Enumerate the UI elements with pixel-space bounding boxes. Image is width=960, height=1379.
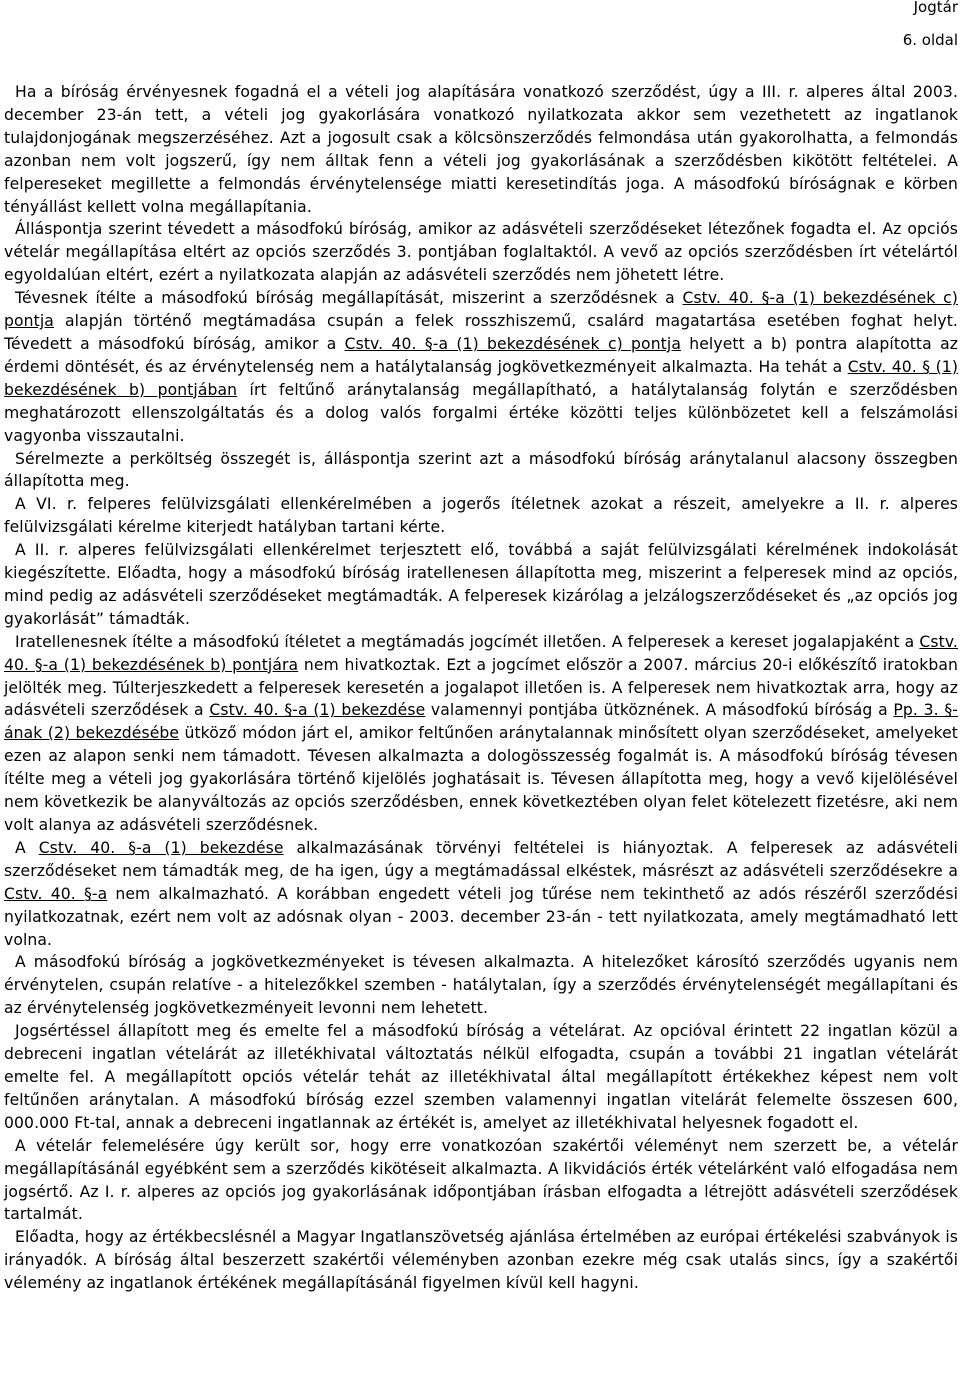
document-title: Jogtár <box>913 0 958 16</box>
paragraph-text: A vételár felemelésére úgy került sor, hogy erre vonatkozóan szakértői véleményt nem szerzett be, a vételár megállapításánál egyébként sem a szerződés kikötéseit alkalmazta. A likvidációs érték vételárként való elfogadása nem jogsértő. Az I. r. alperes az opciós jog gyakorlásának időpontjában írásban elfogadta a létrejött adásvételi szerződések tartalmát. <box>4 1136 958 1224</box>
paragraph <box>4 837 958 952</box>
paragraph-text: A VI. r. felperes felülvizsgálati ellenkérelmében a jogerős ítéletnek azokat a részeit, amelyekre a II. r. alperes felülvizsgálati kérelme kiterjedt hatályban tartani kérte. <box>4 495 958 537</box>
paragraph <box>4 1226 958 1295</box>
paragraph-text: nem alkalmazható. A korábban engedett vételi jog tűrése nem tekinthető az adós részéről szerződési nyilatkozatnak, ezért nem volt az adósnak olyan - 2003. december 23-án - tett nyilatkozata, amely megtámadható lett volna. <box>4 884 959 949</box>
law-reference-link[interactable]: Pp. 3. §-ának (2) bekezdésébe <box>4 701 958 743</box>
paragraph <box>4 81 958 218</box>
law-reference-link[interactable]: Cstv. 40. §-a (1) bekezdésének b) pontjára <box>4 632 958 674</box>
paragraph-text: A másodfokú bíróság a jogkövetkezményeket is tévesen alkalmazta. A hitelezőket károsító szerződés ugyanis nem érvénytelen, csupán relatíve - a hitelezőkkel szemben - hatálytalan, így a szerződés érvénytelenségét megállapítani és az érvénytelenség jogkövetkezményeit levonni nem lehetett. <box>4 953 958 1018</box>
law-reference-link[interactable]: Cstv. 40. §-a (1) bekezdésének c) pontja <box>344 334 681 353</box>
paragraph-text: Előadta, hogy az értékbecslésnél a Magyar Ingatlanszövetség ajánlása értelmében az európai értékelési szabványok is irányadók. A bíróság által beszerzett szakértői véleményben azonban ezekre még csak utalás sincs, így a szakértői vélemény az ingatlanok értékének megállapításánál figyelmen kívül kell hagyni. <box>4 1228 958 1293</box>
paragraph-text: Tévesnek ítélte a másodfokú bíróság megállapítását, miszerint a szerződésnek a <box>15 289 683 308</box>
paragraph <box>4 1135 958 1227</box>
law-reference-link[interactable]: Cstv. 40. §-a (1) bekezdése <box>38 838 284 857</box>
paragraph-text: Ha a bíróság érvényesnek fogadná el a vételi jog alapítására vonatkozó szerződést, úgy a III. r. alperes által 2003. december 23-án tett, a vételi jog gyakorlására vonatkozó nyilatkozata akkor sem vezethetett az ingatlanok tulajdonjogának megszerzéséhez. Azt a jogosult csak a kölcsönszerződés felmondása után gyakorolhatta, a felmondás azonban nem volt jogszerű, így nem álltak fenn a vételi jog gyakorlásának a szerződésben kikötött feltételei. A felpereseket megillette a felmondás érvénytelensége miatti keresetindítás joga. A másodfokú bíróságnak e körben tényállást kellett volna megállapítania. <box>4 83 958 216</box>
paragraph <box>4 448 958 494</box>
paragraph-text: A <box>15 838 39 857</box>
paragraph-text: írt feltűnő aránytalanság megállapítható, a hatálytalanság folytán e szerződésben meghatározott ellenszolgáltatás és a dolog valós forgalmi értéke közötti teljes különbözetet kell a felszámolási vagyonba visszautalni. <box>4 380 958 445</box>
paragraph <box>4 631 958 837</box>
paragraph <box>4 218 958 287</box>
paragraph-text: alapján történő megtámadása csupán a felek rosszhiszemű, csalárd magatartása esetében foghat helyt. Tévedett a másodfokú bíróság, amikor a <box>4 312 958 353</box>
paragraph <box>4 951 958 1020</box>
paragraph-text: Sérelmezte a perköltség összegét is, álláspontja szerint azt a másodfokú bíróság aránytalanul alacsony összegben állapította meg. <box>4 449 958 491</box>
paragraph <box>4 539 958 631</box>
paragraph <box>4 287 958 447</box>
law-reference-link[interactable]: Cstv. 40. § (1) bekezdésének b) pontjában <box>4 357 959 399</box>
paragraph-text: Jogsértéssel állapított meg és emelte fel a másodfokú bíróság a vételárat. Az opcióval érintett 22 ingatlan közül a debreceni ingatlan vételárát az illetékhivatal változtatás nélkül elfogadta, csupán a további 21 ingatlan vételárát emelte fel. A megállapított opciós vételár tehát az illetékhivatal által megállapított értékekhez képest nem volt feltűnően aránytalan. A másodfokú bíróság ezzel szemben valamennyi ingatlan vitelárát felemelte összesen 600, 000.000 Ft-tal, annak a debreceni ingatlannak az értékét is, amelyet az illetékhivatal helyesnek fogadott el. <box>4 1022 958 1132</box>
page-header <box>903 0 958 51</box>
law-reference-link[interactable]: Cstv. 40. §-a (1) bekezdésének c) pontja <box>4 289 958 331</box>
paragraph-text: alkalmazásának törvényi feltételei is hiányoztak. A felperesek az adásvételi szerződéseket nem támadták meg, de ha igen, úgy a megtámadással elkéstek, másrészt az adásvételi szerződésekre a <box>4 838 958 880</box>
paragraph-text: Álláspontja szerint tévedett a másodfokú bíróság, amikor az adásvételi szerződéseket létezőnek fogadta el. Az opciós vételár megállapítása eltért az opciós szerződés 3. pontjában foglaltaktól. A vevő az opciós szerződésben írt vételártól egyoldalúan eltért, ezért a nyilatkozata alapján az adásvételi szerződés nem jöhetett létre. <box>4 220 958 285</box>
page-number: 6. oldal <box>902 31 958 49</box>
law-reference-link[interactable]: Cstv. 40. §-a <box>4 884 108 903</box>
document-body <box>4 81 958 1295</box>
paragraph <box>4 1020 958 1135</box>
paragraph-text: A II. r. alperes felülvizsgálati ellenkérelmet terjesztett elő, továbbá a saját felülvizsgálati kérelmének indokolását kiegészítette. Előadta, hogy a másodfokú bíróság iratellenesen állapította meg, miszerint a felperesek mind az opciós, mind pedig az adásvételi szerződéseket megtámadták. A felperesek kizárólag a jelzálogszerződéseket és „az opciós jog gyakorlását” támadták. <box>4 541 958 628</box>
law-reference-link[interactable]: Cstv. 40. §-a (1) bekezdése <box>209 701 426 720</box>
paragraph-text: ütköző módon járt el, amikor feltűnően aránytalannak minősített olyan szerződéseket, amelyeket ezen az alapon senki nem támadott. Tévesen alkalmazta a dologösszesség fogalmát is. A másodfokú bíróság tévesen ítélte meg a vételi jog gyakorlására történő kijelölés joghatásait is. Tévesen állapította meg, hogy a vevő kijelölésével nem következik be alanyváltozás az opciós szerződésben, ennek következtében olyan felet kötelezett fizetésre, aki nem volt alanya az adásvételi szerződésnek. <box>4 724 958 834</box>
paragraph <box>4 493 958 539</box>
paragraph-text: nem hivatkoztak. Ezt a jogcímet először a 2007. március 20-i előkészítő iratokban jelölték meg. Túlterjeszkedett a felperesek keresetén a jogalapot illetően is. A felperesek nem hivatkoztak arra, hogy az adásvételi szerződések a <box>4 655 958 720</box>
paragraph-text: valamennyi pontjába ütköznének. A másodfokú bíróság a <box>425 701 894 720</box>
paragraph-text: helyett a b) pontra alapította az érdemi döntését, és az érvénytelenség nem a hatálytalanság jogkövetkezményeit alkalmazta. Ha tehát a <box>4 334 959 376</box>
paragraph-text: Iratellenesnek ítélte a másodfokú ítéletet a megtámadás jogcímét illetően. A felperesek a kereset jogalapjaként a <box>15 632 920 651</box>
